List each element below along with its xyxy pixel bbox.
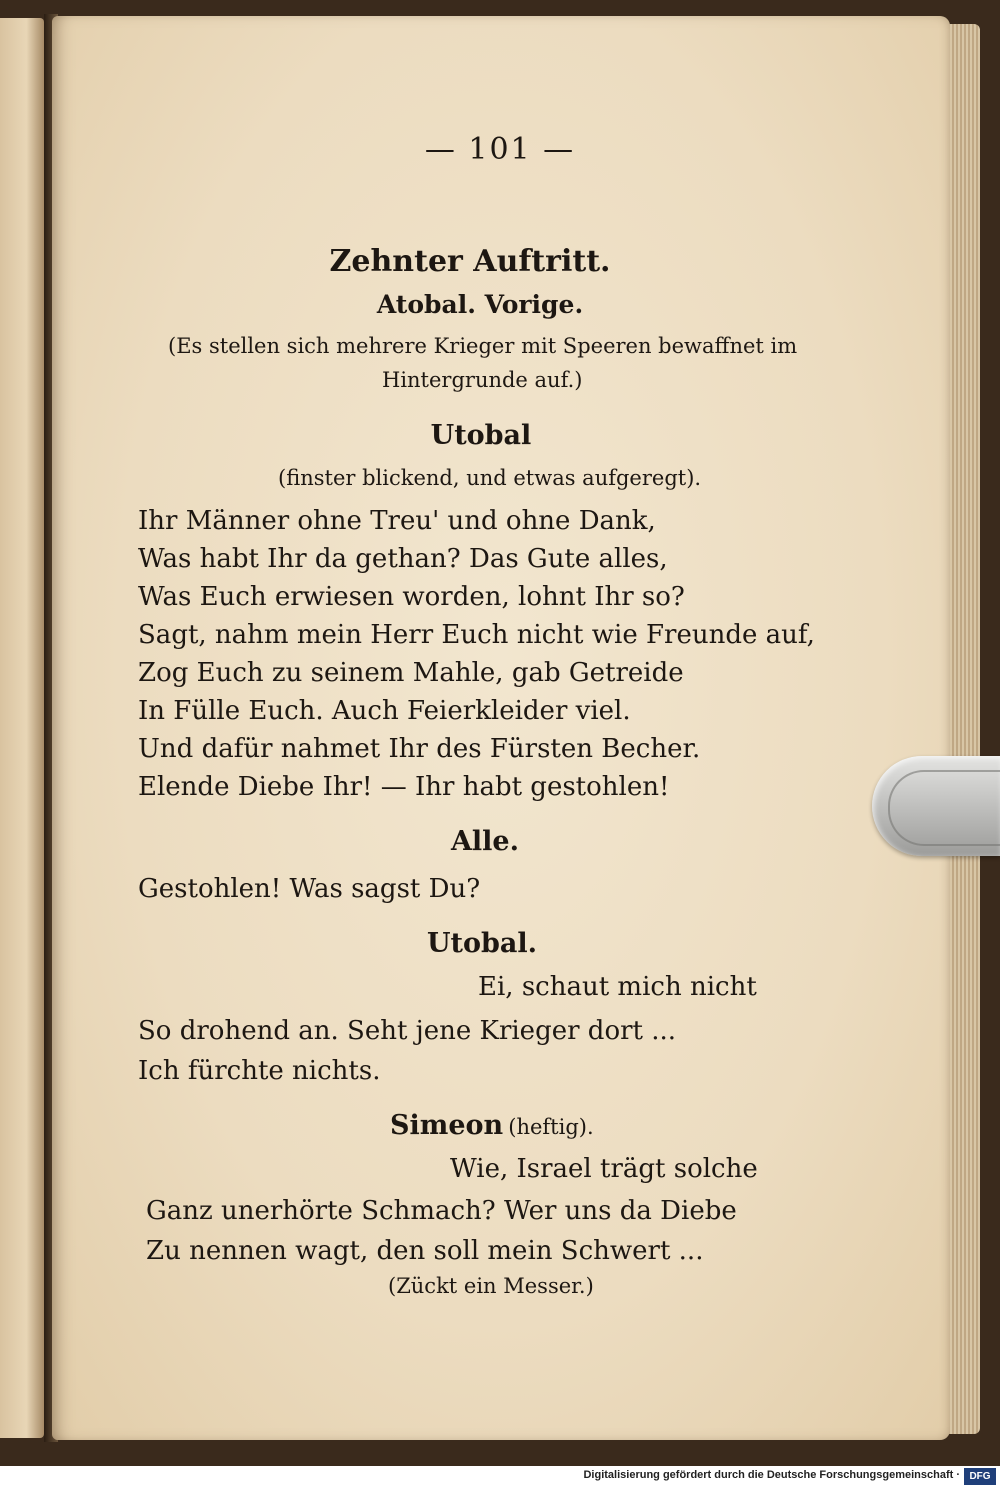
speaker-direction: (finster blickend, und etwas aufgeregt). xyxy=(278,466,702,490)
stage-direction: (Zückt ein Messer.) xyxy=(388,1274,594,1298)
footer-bar xyxy=(0,1466,1000,1489)
stage-direction: Hintergrunde auf.) xyxy=(382,368,583,392)
page-clip xyxy=(872,756,1000,856)
previous-page-edge xyxy=(0,18,44,1438)
verse-line: Zu nennen wagt, den soll mein Schwert ... xyxy=(146,1236,704,1266)
verse-line: Was habt Ihr da gethan? Das Gute alles, xyxy=(138,544,668,574)
speaker-name: Alle. xyxy=(450,826,520,857)
book-page xyxy=(52,16,950,1440)
speaker-direction: (heftig). xyxy=(508,1115,594,1139)
verse-line: Ich fürchte nichts. xyxy=(138,1056,381,1086)
dfg-logo-icon: DFG xyxy=(964,1468,996,1485)
verse-line: In Fülle Euch. Auch Feierkleider viel. xyxy=(138,696,631,726)
verse-line: Zog Euch zu seinem Mahle, gab Getreide xyxy=(138,658,684,688)
verse-line: Elende Diebe Ihr! — Ihr habt gestohlen! xyxy=(138,772,670,802)
scene-title: Zehnter Auftritt. xyxy=(329,244,611,279)
verse-line: Gestohlen! Was sagst Du? xyxy=(138,874,481,904)
speaker-name: Utobal xyxy=(430,420,532,451)
verse-line: Ei, schaut mich nicht xyxy=(478,972,757,1002)
verse-line: Und dafür nahmet Ihr des Fürsten Becher. xyxy=(138,734,701,764)
verse-line: So drohend an. Seht jene Krieger dort ... xyxy=(138,1016,677,1046)
verse-line: Ganz unerhörte Schmach? Wer uns da Diebe xyxy=(146,1196,737,1226)
verse-line: Ihr Männer ohne Treu' und ohne Dank, xyxy=(138,506,656,536)
speaker-name: Utobal. xyxy=(426,928,538,959)
verse-line: Wie, Israel trägt solche xyxy=(450,1154,758,1184)
speaker-name: Simeon xyxy=(390,1110,504,1141)
verse-line: Was Euch erwiesen worden, lohnt Ihr so? xyxy=(138,582,685,612)
page-clip-loop xyxy=(888,770,1000,846)
page-number: — 101 — xyxy=(424,132,576,167)
speaker-heading xyxy=(390,1110,594,1141)
verse-line: Sagt, nahm mein Herr Euch nicht wie Freunde auf, xyxy=(138,620,815,650)
characters-line: Atobal. Vorige. xyxy=(376,290,584,319)
stage-direction: (Es stellen sich mehrere Krieger mit Speeren bewaffnet im xyxy=(168,334,798,358)
funding-notice: Digitalisierung gefördert durch die Deutsche Forschungsgemeinschaft · xyxy=(583,1469,960,1481)
